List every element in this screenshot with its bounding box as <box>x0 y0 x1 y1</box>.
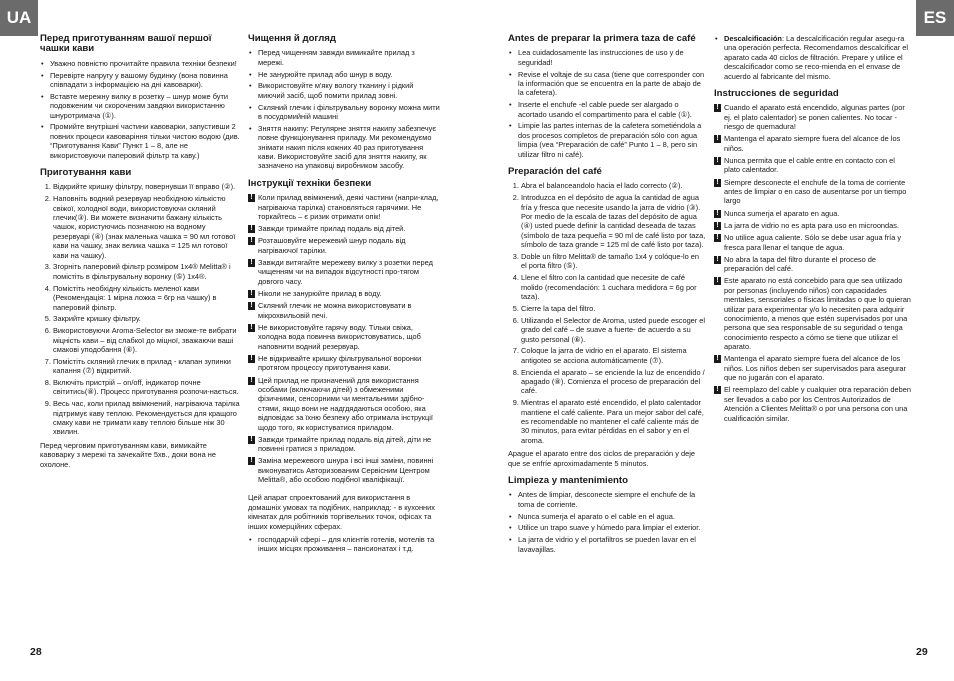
list-item: 1. Відкрийте кришку фільтру, повернувши її вправо (②). <box>53 182 240 191</box>
warning-icon: ! <box>248 355 255 363</box>
warning-icon: ! <box>714 210 721 218</box>
list-item: 8. Encienda el aparato – se enciende la luz de encendido / apagado (⑧). Comienza el proceso de preparación del café. <box>521 368 706 396</box>
warning-item: ! No utilice agua caliente. Sólo se debe usar agua fría y fresca para llenar el tanque de agua. <box>714 233 911 252</box>
section-title-brewing-ua: Приготування кави <box>40 167 132 179</box>
list-item: 9. Mientras el aparato esté encendido, el plato calentador mantiene el café caliente. Para un mejor sabor del café, es recomendable no mantener el café caliente más de 30 minutos, para evitar pérdidas en el sabor y en el aroma. <box>521 398 706 445</box>
list-item: • Antes de limpiar, desconecte siempre el enchufe de la toma de corriente. <box>518 490 706 509</box>
column-1 <box>40 34 240 473</box>
list-item: 7. Помістіть скляний глечик в прилад - клапан зупинки капання (⑦) відкритий. <box>53 357 240 376</box>
list-item: 3. Згорніть паперовий фільтр розміром 1x4® Melitta® і помістіть в фільтрувальну воронку (⑤) 1x4®. <box>53 262 240 281</box>
warning-item: ! El reemplazo del cable y cualquier otra reparación deben ser llevados a cabo por los Centros Autorizados de Atención a Clientes Melitta® o por una persona con una cualificación similar. <box>714 385 911 423</box>
descaling-label: Descalcificación <box>724 34 782 43</box>
list-item: • Перевірте напругу у вашому будинку (вона повинна співпадати з інформацією на дні кавоварки). <box>50 71 240 90</box>
warning-icon: ! <box>714 157 721 165</box>
list-item: • Вставте мережну вилку в розетку – шнур може бути подовженим чи скороченим завдяки використанню шнуротримача (①). <box>50 92 240 120</box>
section-title-safety-es: Instrucciones de seguridad <box>714 88 839 100</box>
warning-item: ! Завжди тримайте прилад подаль від дітей, діти не повинні гратися з приладом. <box>248 435 440 454</box>
list-item: • Використовуйте м'яку вологу тканину і рідкий миючий засіб, щоб помити прилад зовні. <box>258 81 440 100</box>
warning-icon: ! <box>714 277 721 285</box>
warning-item: ! Nunca sumerja el aparato en agua. <box>714 209 911 218</box>
warning-item: ! Цей прилад не призначений для використання особами (включаючи дітей) з обмеженими фізичними, сенсорними чи ментальними здібно-стями, якщо вони не надгдядаються особою, яка відповідає за їхню безпеку або отримала інструкції щодо того, як користуватися приладом. <box>248 376 440 432</box>
list-item: 1. Abra el balanceandolo hacia el lado correcto (②). <box>521 181 706 190</box>
warning-icon: ! <box>248 225 255 233</box>
cleaning-list-es <box>508 490 706 554</box>
warning-icon: ! <box>714 234 721 242</box>
list-item: 8. Включіть пристрій – on/off, індикатор почне світитись(⑧). Процесс приготування розпочи-нається. <box>53 378 240 397</box>
warning-icon: ! <box>248 377 255 385</box>
intended-use-list-ua <box>248 535 440 554</box>
list-item: 2. Наповніть водний резервуар необхідною кількістю свіжої, холодної води, використовуючи скляний глечик(③). Ви можете визначити бажану кількість чашок, користуючись позначкою на водному резервуарі (④) (знак маленька чашка = 90 мл готової кави на чашку, знак велика чашка = 125 мл готової кави на чашку). <box>53 194 240 260</box>
list-item: • Скляний глечик і фільтрувальну воронку можна мити в посудомийній машині <box>258 103 440 122</box>
descaling-list-es <box>714 34 911 81</box>
warning-item: ! Завжди витягайте мережеву вилку з розетки перед чищенням чи на випадок відсутності про-тягом довгого часу. <box>248 258 440 286</box>
list-item: • Nunca sumerja el aparato o el cable en el agua. <box>518 512 706 521</box>
cleaning-list-ua <box>248 48 440 170</box>
warning-icon: ! <box>714 386 721 394</box>
warning-icon: ! <box>714 104 721 112</box>
list-item: 6. Використовуючи Aroma-Selector ви зможе-те вибрати міцність кави – від слабкої до міцної, зважаючи ваші смакові уподобання (⑥). <box>53 326 240 354</box>
list-item: 7. Coloque la jarra de vidrio en el aparato. El sistema antigoteo se acciona automáticamente (⑦). <box>521 346 706 365</box>
brewing-steps-ua <box>40 182 240 436</box>
list-item: • Уважно повністю прочитайте правила техніки безпеки! <box>50 59 240 68</box>
warning-item: ! Mantenga el aparato siempre fuera del alcance de los niños. Los niños deben ser supervisados para asegurar que no jugarán con el aparato. <box>714 354 911 382</box>
warning-item: ! Заміна мережевого шнура і всі інші заміни, повинні виконуватись Авторизованим Сервісним Центром Melitta®, або особою подібної кваліфікації. <box>248 456 440 484</box>
language-tab-es: ES <box>916 0 954 36</box>
warning-item: ! Este aparato no está concebido para que sea utilizado por personas (incluyendo niños) con capacidades mentales, sensoriales o físicas limitadas o que lo quieran utilizar para experimentar y/o lo necesiten para adquirir conocimiento, a menos que estén supervisados por una persona que sea responsable de su seguridad o tenga conocimiento respecto a cómo se tiene que utilizar el aparato. <box>714 276 911 351</box>
warning-item: ! Коли прилад ввімкнений, деякі частини (напри-клад, нагріваюча тарілка) становляться гарячими. Не торкайтесь – є ризик отримати опік! <box>248 193 440 221</box>
list-item: • Revise el voltaje de su casa (tiene que corresponder con la información que se encuentra en la parte de abajo de la cafetera). <box>518 70 706 98</box>
section-title-safety-ua: Інструкції техніки безпеки <box>248 177 372 189</box>
warning-item: ! Siempre desconecte el enchufe de la toma de corriente antes de limpiar o en caso de ausentarse por un tiempo largo <box>714 178 911 206</box>
list-item: • Промийте внутрішні частини кавоварки, запустивши 2 повних процеси кавоваріння тільки чистою водою (див. “Приготування Кави” Пункт 1 – 8, але не використовуючи паперовий фільтр та каву.) <box>50 122 240 160</box>
first-cup-list-es <box>508 48 706 159</box>
warning-icon: ! <box>714 256 721 264</box>
column-2 <box>248 34 440 558</box>
column-3 <box>508 34 706 558</box>
brewing-note-es: Apague el aparato entre dos ciclos de preparación y deje que se enfríe aproximadamente 5 minutos. <box>508 449 695 468</box>
brewing-steps-es <box>508 181 706 445</box>
warning-icon: ! <box>248 436 255 444</box>
warning-item: ! Cuando el aparato está encendido, algunas partes (por ej. el plato calentador) se ponen calientes. No tocar - riesgo de quemadura! <box>714 103 911 131</box>
warning-item: ! Скляний глечик не можна використовувати в мікрохвильовій печі. <box>248 301 440 320</box>
intended-use-paragraph-ua: Цей апарат спроектований для використання в домашніх умовах та подібних, наприклад: - в кухонних кімнатах для робітників торгівельних точок, офісах та інших комерційних сферах. <box>248 493 435 531</box>
list-item: • Зняття накипу: Регулярне зняття накипу забезпечує повне функціонування приладу. Ми рекомендуємо знімати накип після кожних 40 раз приготування кави. Використовуйте засіб для зняття накипу, як зазначено на упаковці виробником засобу. <box>258 124 440 171</box>
warning-icon: ! <box>248 259 255 267</box>
warning-item: ! Nunca permita que el cable entre en contacto con el plato calentador. <box>714 156 911 175</box>
list-item: 3. Doble un filtro Melitta® de tamaño 1x4 y colóque-lo en el porta filtro (⑤). <box>521 252 706 271</box>
list-item: • Limpie las partes internas de la cafetera sometiéndola a dos procesos completos de preparación sólo con agua limpia (vea “Preparación de café” Punto 1 – 8, pero sin utilizar filtro ni café). <box>518 121 706 159</box>
list-item: • Inserte el enchufe -el cable puede ser alargado o acortado usando el compartimento para el cable (①). <box>518 100 706 119</box>
warning-icon: ! <box>248 324 255 332</box>
list-item: • Descalcificación: La descalcificación regular asegu-ra una operación perfecta. Recomendamos descalcificar el aparato cada 40 ciclos de filtración. Prepare y utilice el descalcificador como se reco-mienda en el envase de acuerdo al fabricante del mismo. <box>724 34 911 81</box>
page-number-right: 29 <box>916 646 928 658</box>
warning-icon: ! <box>248 457 255 465</box>
list-item: 4. Помістіть необхідну кількість меленої кави (Рекомендація: 1 мірна ложка = 6гр на чашку) в паперовий фільтр. <box>53 284 240 312</box>
warning-icon: ! <box>248 194 255 202</box>
safety-list-ua <box>248 193 440 484</box>
safety-list-es <box>714 103 911 423</box>
section-title-first-cup-ua: Перед приготуванням вашої першої чашки кави <box>40 33 212 55</box>
list-item: • Не занурюйте прилад або шнур в воду. <box>258 70 440 79</box>
warning-icon: ! <box>714 179 721 187</box>
warning-icon: ! <box>248 290 255 298</box>
list-item: • Utilice un trapo suave y húmedo para limpiar el exterior. <box>518 523 706 532</box>
list-item: • Перед чищенням завжди вимикайте прилад з мережі. <box>258 48 440 67</box>
warning-icon: ! <box>714 222 721 230</box>
warning-item: ! Не відкривайте кришку фільтрувальної воронки протягом процессу приготування кави. <box>248 354 440 373</box>
section-title-first-cup-es: Antes de preparar la primera taza de café <box>508 33 696 44</box>
list-item: 5. Закрийте кришку фільтру. <box>53 314 240 323</box>
warning-item: ! Розташовуйте мережевий шнур подаль від нагріваючої тарілки. <box>248 236 440 255</box>
warning-item: ! Ніколи не занурюйте прилад в воду. <box>248 289 440 298</box>
list-item: • господарчій сфері – для клієнтів готелів, мотелів та інших місцях проживання – пансионатах і т.д. <box>258 535 440 554</box>
list-item: • Lea cuidadosamente las instrucciones de uso y de seguridad! <box>518 48 706 67</box>
list-item: 9. Весь час, коли прилад ввімкнений, нагріваюча тарілка підтримує каву теплою. Рекомендується для кращого смаку кави не тримати каву теплою більше ніж 30 хвилин. <box>53 399 240 437</box>
warning-item: ! No abra la tapa del filtro durante el proceso de preparación del café. <box>714 255 911 274</box>
first-cup-list-ua <box>40 59 240 160</box>
warning-icon: ! <box>714 355 721 363</box>
section-title-cleaning-ua: Чищення й догляд <box>248 33 336 44</box>
list-item: • La jarra de vidrio y el portafiltros se pueden lavar en el lavavajillas. <box>518 535 706 554</box>
list-item: 6. Utilizando el Selector de Aroma, usted puede escoger el grado del café – de suave a fuerte- de acuerdo a su gusto personal (⑥). <box>521 316 706 344</box>
list-item: 5. Cierre la tapa del filtro. <box>521 304 706 313</box>
warning-icon: ! <box>248 302 255 310</box>
warning-icon: ! <box>248 237 255 245</box>
list-item: 2. Introduzca en el depósito de agua la cantidad de agua fría y fresca que necesite usando la jarra de vidrio (③). Por medio de la escala de tazas del depósito de agua (④) usted puede definir la cantidad deseada de tazas (símbolo de taza pequeña = 90 ml de café listo por taza, símbolo de taza grande = 125 ml de café listo por taza). <box>521 193 706 249</box>
warning-item: ! Mantenga el aparato siempre fuera del alcance de los niños. <box>714 134 911 153</box>
language-tab-ua: UA <box>0 0 38 36</box>
brewing-note-ua: Перед черговим приготуванням кави, вимикайте кавоварку з мережі та зачекайте 5хв., доки вона не охолоне. <box>40 440 216 469</box>
warning-item: ! La jarra de vidrio no es apta para uso en microondas. <box>714 221 911 230</box>
warning-icon: ! <box>714 135 721 143</box>
section-title-brewing-es: Preparación del café <box>508 166 602 178</box>
column-4 <box>714 34 911 426</box>
section-title-cleaning-es: Limpieza y mantenimiento <box>508 474 628 486</box>
page-number-left: 28 <box>30 646 42 658</box>
list-item: 4. Llene el filtro con la cantidad que necesite de café molido (recomendación: 1 cuchara medidora = 6g por taza). <box>521 273 706 301</box>
warning-item: ! Завжди тримайте прилад подаль від дітей. <box>248 224 440 233</box>
warning-item: ! Не використовуйте гарячу воду. Тільки свіжа, холодна вода повинна використовуватись, щоб наповнити водний резервуар. <box>248 323 440 351</box>
